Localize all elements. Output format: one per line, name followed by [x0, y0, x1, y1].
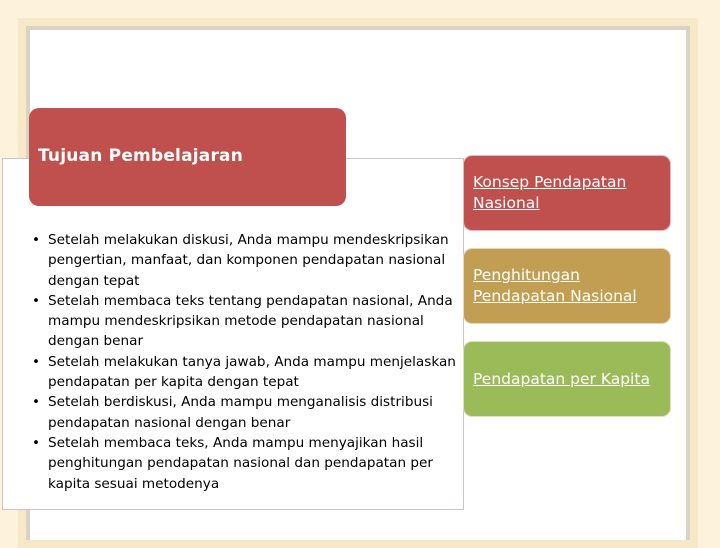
link-card-penghitungan[interactable] — [463, 248, 671, 324]
objective-text: Setelah berdiskusi, Anda mampu menganalisis distribusi pendapatan nasional dengan benar — [48, 394, 433, 431]
list-item — [30, 291, 460, 352]
list-item — [30, 392, 460, 433]
link-card-per-kapita[interactable] — [463, 341, 671, 417]
link-konsep-pendapatan-nasional[interactable]: Konsep Pendapatan Nasional — [473, 173, 627, 212]
link-pendapatan-per-kapita[interactable]: Pendapatan per Kapita — [473, 369, 650, 388]
bullet-icon: • — [32, 434, 41, 451]
objectives-title: Tujuan Pembelajaran — [38, 146, 244, 166]
bullet-icon: • — [32, 353, 41, 370]
objectives-list — [30, 230, 460, 494]
link-card-konsep[interactable] — [463, 155, 671, 231]
list-item — [30, 352, 460, 393]
bullet-icon: • — [32, 394, 41, 411]
list-item — [30, 230, 460, 291]
bullet-icon: • — [32, 232, 41, 248]
objective-text: Setelah melakukan tanya jawab, Anda mampu menjelaskan pendapatan per kapita dengan tepat — [48, 353, 456, 391]
link-penghitungan-pendapatan-nasional[interactable]: Penghitungan Pendapatan Nasional — [473, 266, 637, 305]
list-item — [30, 433, 460, 494]
objective-text: Setelah melakukan diskusi, Anda mampu mendeskripsikan pengertian, manfaat, dan komponen pendapatan nasional dengan tepat — [48, 232, 449, 289]
bullet-icon: • — [32, 292, 41, 309]
objective-text: Setelah membaca teks, Anda mampu menyajikan hasil penghitungan pendapatan nasional dan pendapatan per kapita sesuai metodenya — [48, 434, 433, 492]
objective-text: Setelah membaca teks tentang pendapatan nasional, Anda mampu mendeskripsikan metode pendapatan nasional dengan benar — [48, 292, 453, 350]
